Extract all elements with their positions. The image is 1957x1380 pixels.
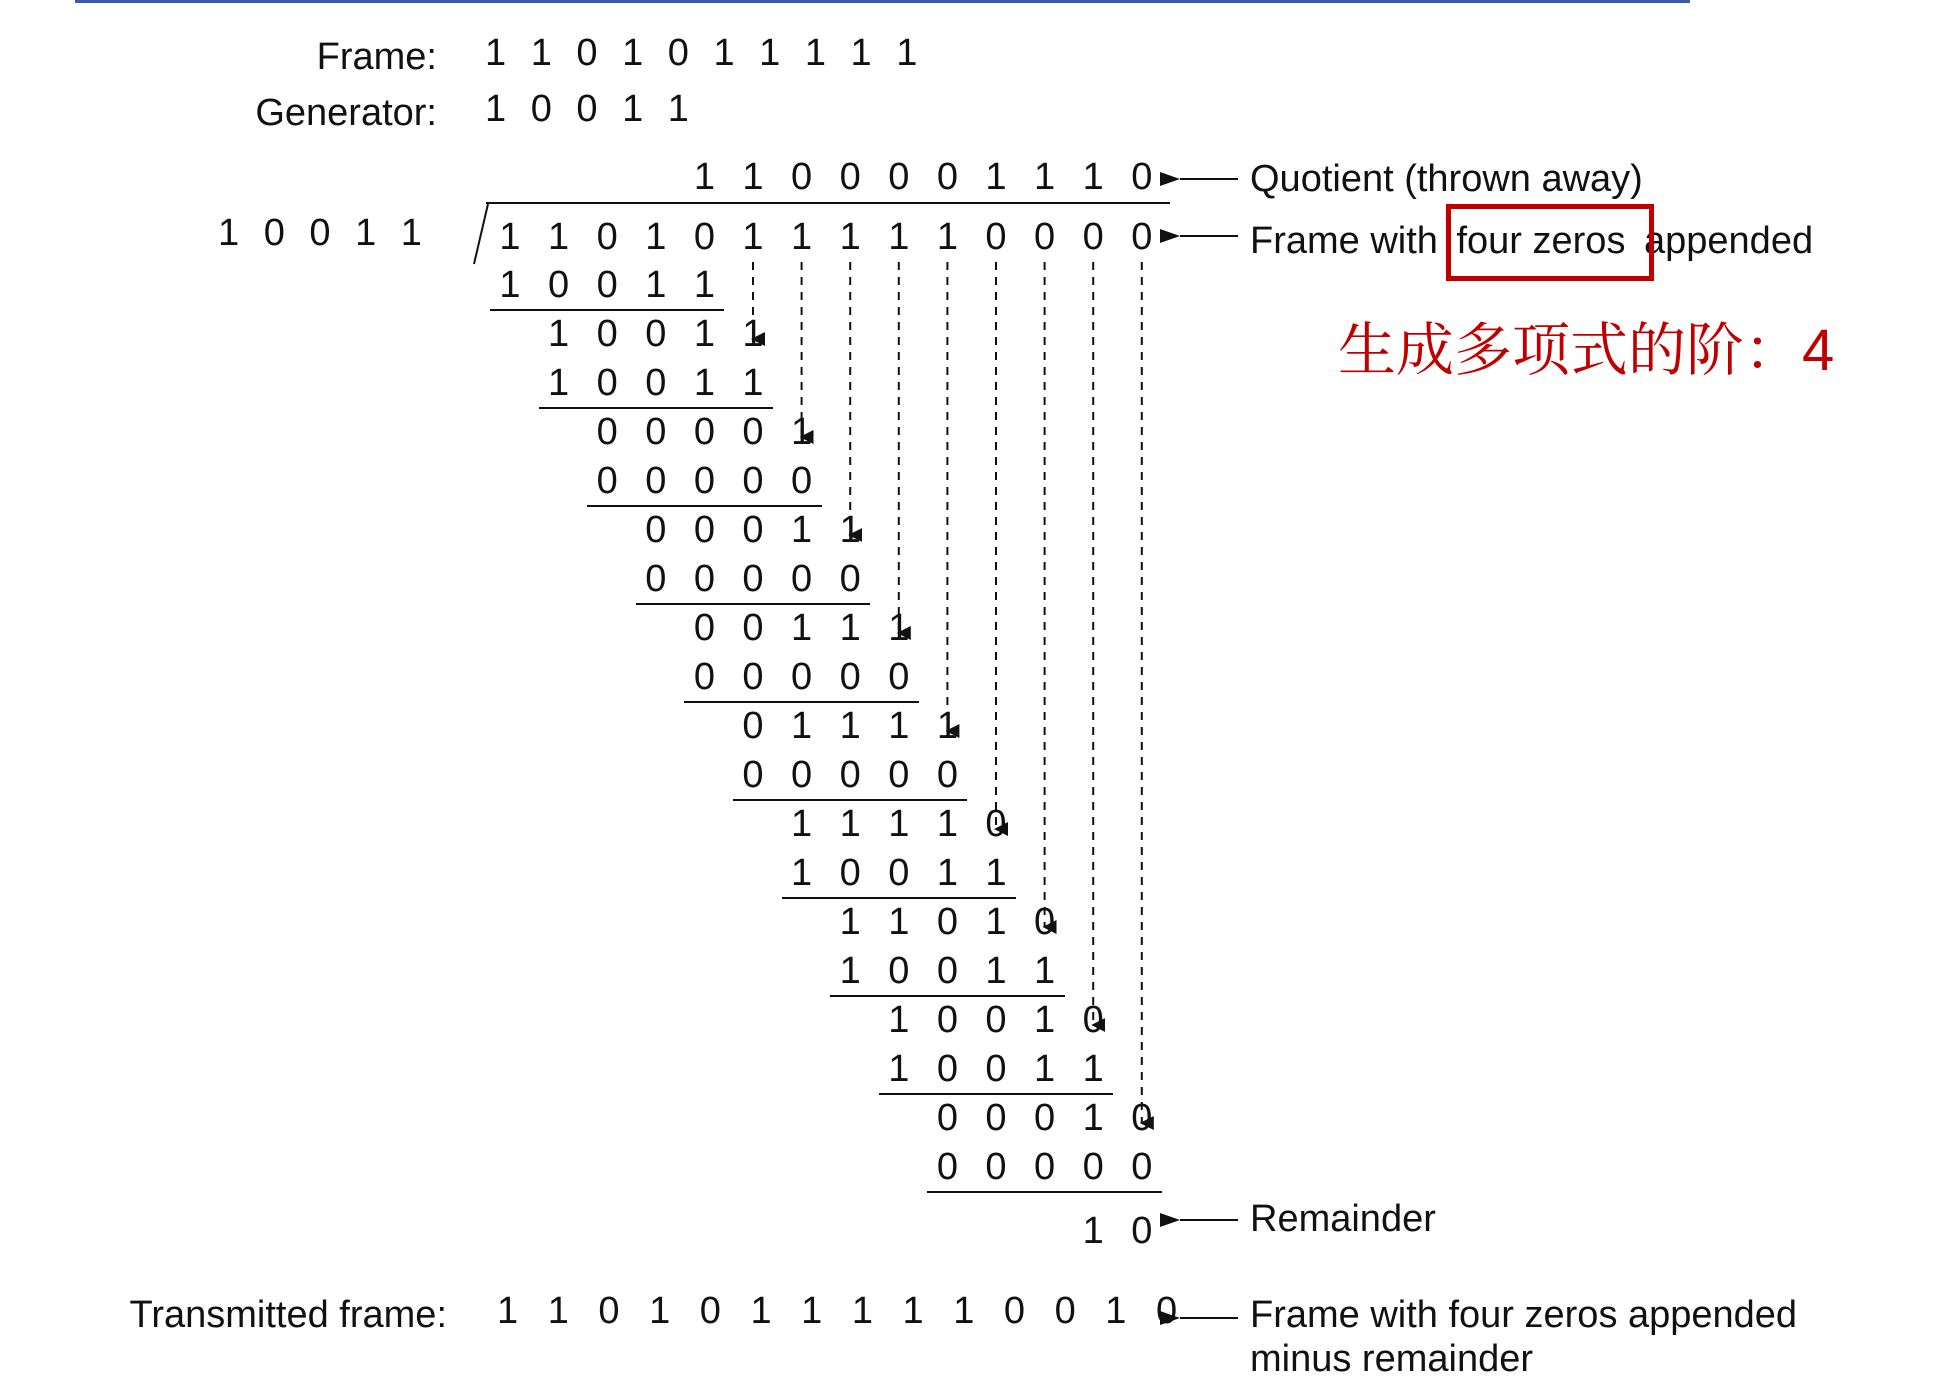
step-bit: 0 xyxy=(596,411,618,453)
step-bit: 0 xyxy=(985,1146,1007,1188)
step-bit: 0 xyxy=(936,1097,958,1139)
step-bit: 0 xyxy=(888,950,910,992)
transmitted-annotation-line1: Frame with four zeros appended xyxy=(1250,1294,1798,1336)
step-bit: 0 xyxy=(742,705,764,747)
step-bit: 1 xyxy=(791,803,813,845)
frame-annotation-highlight: four zeros xyxy=(1456,220,1626,262)
step-bit: 0 xyxy=(742,754,764,796)
dividend-bit: 1 xyxy=(499,216,521,258)
step-bit: 1 xyxy=(985,950,1007,992)
step-bit: 1 xyxy=(791,705,813,747)
step-bit: 0 xyxy=(693,558,715,600)
step-bit: 0 xyxy=(839,754,861,796)
dividend-bit: 0 xyxy=(1131,216,1153,258)
step-bit: 1 xyxy=(1034,950,1056,992)
step-bit: 1 xyxy=(1034,1048,1056,1090)
step-bit: 0 xyxy=(839,558,861,600)
step-bit: 0 xyxy=(742,558,764,600)
step-bit: 1 xyxy=(888,1048,910,1090)
generator-label: Generator: xyxy=(255,92,437,134)
step-bit: 0 xyxy=(742,460,764,502)
step-bit: 0 xyxy=(548,264,570,306)
step-bit: 1 xyxy=(693,313,715,355)
step-bit: 0 xyxy=(645,558,667,600)
step-bit: 0 xyxy=(645,313,667,355)
frame-annotation-prefix: Frame with xyxy=(1250,220,1438,262)
step-bit: 0 xyxy=(1034,1097,1056,1139)
quotient-bit: 1 xyxy=(742,156,764,198)
step-bit: 0 xyxy=(936,950,958,992)
frame-label: Frame: xyxy=(316,36,437,78)
step-bit: 0 xyxy=(645,362,667,404)
generator-degree-note: 生成多项式的阶：4 xyxy=(1338,318,1835,383)
step-bit: 1 xyxy=(936,803,958,845)
step-bit: 1 xyxy=(985,901,1007,943)
step-bit: 0 xyxy=(742,411,764,453)
step-bit: 0 xyxy=(742,509,764,551)
step-bit: 0 xyxy=(1082,999,1104,1041)
step-bit: 0 xyxy=(693,656,715,698)
quotient-bit: 1 xyxy=(985,156,1007,198)
step-bit: 0 xyxy=(936,1048,958,1090)
step-bit: 1 xyxy=(839,607,861,649)
quotient-bit: 1 xyxy=(1082,156,1104,198)
step-bit: 0 xyxy=(839,656,861,698)
dividend-bit: 0 xyxy=(693,216,715,258)
step-bit: 1 xyxy=(742,313,764,355)
step-bit: 1 xyxy=(888,999,910,1041)
step-bit: 0 xyxy=(936,754,958,796)
division-bracket xyxy=(474,204,488,264)
step-bit: 1 xyxy=(1034,999,1056,1041)
dividend-bit: 0 xyxy=(596,216,618,258)
dividend-bit: 1 xyxy=(548,216,570,258)
step-bit: 1 xyxy=(499,264,521,306)
step-bit: 0 xyxy=(985,1097,1007,1139)
step-bit: 1 xyxy=(888,607,910,649)
quotient-bit: 1 xyxy=(1034,156,1056,198)
frame-bits: 1 1 0 1 0 1 1 1 1 1 xyxy=(485,32,920,74)
step-bit: 1 xyxy=(791,411,813,453)
step-bit: 1 xyxy=(839,705,861,747)
step-bit: 1 xyxy=(548,313,570,355)
dividend-bit: 0 xyxy=(1082,216,1104,258)
step-bit: 0 xyxy=(936,901,958,943)
step-bit: 1 xyxy=(888,803,910,845)
step-bit: 1 xyxy=(791,852,813,894)
dividend-bit: 1 xyxy=(936,216,958,258)
step-bit: 0 xyxy=(645,460,667,502)
frame-annotation-suffix: appended xyxy=(1644,220,1814,262)
step-bit: 0 xyxy=(985,1048,1007,1090)
step-bit: 0 xyxy=(985,999,1007,1041)
transmitted-label: Transmitted frame: xyxy=(129,1294,447,1336)
step-bit: 0 xyxy=(693,411,715,453)
step-bit: 0 xyxy=(1034,901,1056,943)
dividend-bit: 1 xyxy=(888,216,910,258)
step-bit: 1 xyxy=(839,803,861,845)
step-bit: 1 xyxy=(693,264,715,306)
remainder-bit: 1 xyxy=(1082,1210,1104,1252)
step-bit: 1 xyxy=(693,362,715,404)
step-bit: 0 xyxy=(888,656,910,698)
step-bit: 0 xyxy=(1131,1097,1153,1139)
step-bit: 1 xyxy=(1082,1097,1104,1139)
step-bit: 0 xyxy=(596,264,618,306)
dividend-bit: 1 xyxy=(645,216,667,258)
quotient-bit: 0 xyxy=(791,156,813,198)
step-bit: 0 xyxy=(596,313,618,355)
step-bit: 1 xyxy=(791,607,813,649)
step-bit: 1 xyxy=(839,950,861,992)
step-bit: 0 xyxy=(791,558,813,600)
step-bit: 0 xyxy=(645,509,667,551)
step-bit: 1 xyxy=(985,852,1007,894)
step-bit: 1 xyxy=(936,705,958,747)
remainder-bit: 0 xyxy=(1131,1210,1153,1252)
transmitted-bits: 1 1 0 1 0 1 1 1 1 1 0 0 1 0 xyxy=(497,1290,1181,1332)
step-bit: 0 xyxy=(596,362,618,404)
dividend-bit: 1 xyxy=(839,216,861,258)
step-bit: 0 xyxy=(693,509,715,551)
step-bit: 0 xyxy=(1082,1146,1104,1188)
step-bit: 1 xyxy=(839,901,861,943)
remainder-annotation: Remainder xyxy=(1250,1198,1436,1240)
dividend-bit: 1 xyxy=(791,216,813,258)
step-bit: 0 xyxy=(742,607,764,649)
step-bit: 0 xyxy=(888,754,910,796)
step-bit: 1 xyxy=(645,264,667,306)
quotient-bit: 0 xyxy=(839,156,861,198)
step-bit: 1 xyxy=(936,852,958,894)
step-bit: 0 xyxy=(742,656,764,698)
step-bit: 0 xyxy=(936,999,958,1041)
step-bit: 1 xyxy=(839,509,861,551)
step-bit: 0 xyxy=(645,411,667,453)
step-bit: 1 xyxy=(548,362,570,404)
dividend-bit: 0 xyxy=(1034,216,1056,258)
step-bit: 1 xyxy=(888,901,910,943)
step-bit: 0 xyxy=(693,460,715,502)
quotient-bit: 0 xyxy=(936,156,958,198)
dividend-bit: 0 xyxy=(985,216,1007,258)
step-bit: 1 xyxy=(1082,1048,1104,1090)
step-bit: 0 xyxy=(936,1146,958,1188)
quotient-bit: 0 xyxy=(1131,156,1153,198)
step-bit: 1 xyxy=(888,705,910,747)
quotient-annotation: Quotient (thrown away) xyxy=(1250,158,1643,200)
step-bit: 0 xyxy=(693,607,715,649)
step-bit: 0 xyxy=(791,460,813,502)
step-bit: 0 xyxy=(596,460,618,502)
quotient-bit: 0 xyxy=(888,156,910,198)
step-bit: 0 xyxy=(1131,1146,1153,1188)
step-bit: 0 xyxy=(985,803,1007,845)
step-bit: 0 xyxy=(1034,1146,1056,1188)
step-bit: 0 xyxy=(791,754,813,796)
dividend-bit: 1 xyxy=(742,216,764,258)
transmitted-annotation-line2: minus remainder xyxy=(1250,1338,1533,1380)
divisor-bits: 1 0 0 1 1 xyxy=(218,212,424,254)
generator-bits: 1 0 0 1 1 xyxy=(485,88,691,130)
step-bit: 1 xyxy=(791,509,813,551)
quotient-bit: 1 xyxy=(693,156,715,198)
step-bit: 0 xyxy=(888,852,910,894)
step-bit: 0 xyxy=(839,852,861,894)
step-bit: 1 xyxy=(742,362,764,404)
step-bit: 0 xyxy=(791,656,813,698)
